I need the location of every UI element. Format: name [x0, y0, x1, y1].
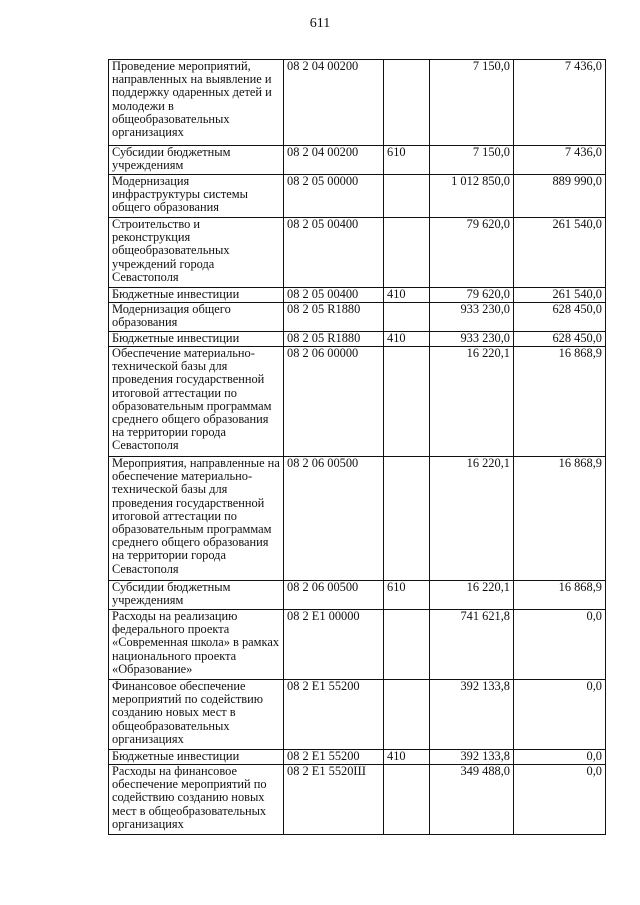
row-type-cell [384, 680, 430, 750]
row-value-2-cell: 16 868,9 [514, 347, 606, 457]
row-type-cell [384, 303, 430, 332]
row-code-cell: 08 2 06 00500 [284, 581, 384, 610]
row-value-1-cell: 79 620,0 [430, 218, 514, 288]
table-row [109, 146, 606, 175]
row-name-cell: Бюджетные инвестиции [109, 750, 284, 765]
row-code-cell: 08 2 E1 55200 [284, 680, 384, 750]
table-row [109, 288, 606, 303]
row-name-cell: Модернизация инфраструктуры системы общего образования [109, 175, 284, 218]
table-row [109, 457, 606, 581]
row-code-cell: 08 2 04 00200 [284, 146, 384, 175]
row-value-2-cell: 16 868,9 [514, 457, 606, 581]
table-row [109, 347, 606, 457]
row-code-cell: 08 2 05 00400 [284, 218, 384, 288]
row-value-2-cell: 261 540,0 [514, 218, 606, 288]
row-value-1-cell: 16 220,1 [430, 347, 514, 457]
row-code-cell: 08 2 04 00200 [284, 60, 384, 146]
row-value-1-cell: 79 620,0 [430, 288, 514, 303]
row-value-2-cell: 0,0 [514, 610, 606, 680]
row-name-cell: Мероприятия, направленные на обеспечение материально-технической базы для проведения государственной итоговой аттестации по образовательным программам среднего общего образования на территории города Севастополя [109, 457, 284, 581]
budget-table-body [109, 60, 606, 835]
table-row [109, 218, 606, 288]
row-value-1-cell: 392 133,8 [430, 680, 514, 750]
row-type-cell [384, 610, 430, 680]
row-code-cell: 08 2 05 R1880 [284, 332, 384, 347]
row-type-cell [384, 60, 430, 146]
row-value-1-cell: 349 488,0 [430, 765, 514, 835]
row-value-2-cell: 16 868,9 [514, 581, 606, 610]
table-row [109, 765, 606, 835]
row-name-cell: Строительство и реконструкция общеобразовательных учреждений города Севастополя [109, 218, 284, 288]
row-value-1-cell: 933 230,0 [430, 303, 514, 332]
table-row [109, 610, 606, 680]
row-value-2-cell: 628 450,0 [514, 303, 606, 332]
row-name-cell: Субсидии бюджетным учреждениям [109, 581, 284, 610]
row-value-1-cell: 7 150,0 [430, 60, 514, 146]
row-name-cell: Субсидии бюджетным учреждениям [109, 146, 284, 175]
row-type-cell: 610 [384, 581, 430, 610]
row-type-cell: 410 [384, 288, 430, 303]
row-value-1-cell: 16 220,1 [430, 457, 514, 581]
row-type-cell [384, 218, 430, 288]
row-value-2-cell: 889 990,0 [514, 175, 606, 218]
row-code-cell: 08 2 06 00500 [284, 457, 384, 581]
table-row [109, 680, 606, 750]
row-value-1-cell: 933 230,0 [430, 332, 514, 347]
row-value-2-cell: 0,0 [514, 765, 606, 835]
row-type-cell [384, 457, 430, 581]
table-row [109, 303, 606, 332]
row-name-cell: Расходы на реализацию федерального проекта «Современная школа» в рамках национального проекта «Образование» [109, 610, 284, 680]
table-row [109, 175, 606, 218]
row-value-1-cell: 1 012 850,0 [430, 175, 514, 218]
page-number: 611 [309, 16, 331, 31]
row-name-cell: Расходы на финансовое обеспечение мероприятий по содействию созданию новых мест в общеобразовательных организациях [109, 765, 284, 835]
row-type-cell: 410 [384, 750, 430, 765]
row-code-cell: 08 2 E1 00000 [284, 610, 384, 680]
row-value-2-cell: 628 450,0 [514, 332, 606, 347]
row-value-2-cell: 0,0 [514, 750, 606, 765]
row-value-1-cell: 7 150,0 [430, 146, 514, 175]
row-name-cell: Модернизация общего образования [109, 303, 284, 332]
row-code-cell: 08 2 05 00000 [284, 175, 384, 218]
row-name-cell: Обеспечение материально-технической базы для проведения государственной итоговой аттестации по образовательным программам среднего общего образования на территории города Севастополя [109, 347, 284, 457]
row-type-cell: 610 [384, 146, 430, 175]
row-type-cell [384, 765, 430, 835]
row-name-cell: Бюджетные инвестиции [109, 332, 284, 347]
table-row [109, 332, 606, 347]
row-type-cell [384, 347, 430, 457]
row-type-cell: 410 [384, 332, 430, 347]
table-row [109, 581, 606, 610]
row-name-cell: Проведение мероприятий, направленных на выявление и поддержку одаренных детей и молодежи в общеобразовательных организациях [109, 60, 284, 146]
table-row [109, 60, 606, 146]
row-value-1-cell: 16 220,1 [430, 581, 514, 610]
row-code-cell: 08 2 05 R1880 [284, 303, 384, 332]
row-code-cell: 08 2 05 00400 [284, 288, 384, 303]
row-name-cell: Финансовое обеспечение мероприятий по содействию созданию новых мест в общеобразовательных организациях [109, 680, 284, 750]
row-value-2-cell: 261 540,0 [514, 288, 606, 303]
table-row [109, 750, 606, 765]
row-value-1-cell: 392 133,8 [430, 750, 514, 765]
row-type-cell [384, 175, 430, 218]
row-code-cell: 08 2 E1 5520Ш [284, 765, 384, 835]
row-code-cell: 08 2 E1 55200 [284, 750, 384, 765]
row-code-cell: 08 2 06 00000 [284, 347, 384, 457]
row-value-2-cell: 0,0 [514, 680, 606, 750]
row-value-2-cell: 7 436,0 [514, 146, 606, 175]
budget-table [108, 59, 606, 835]
row-name-cell: Бюджетные инвестиции [109, 288, 284, 303]
row-value-2-cell: 7 436,0 [514, 60, 606, 146]
row-value-1-cell: 741 621,8 [430, 610, 514, 680]
